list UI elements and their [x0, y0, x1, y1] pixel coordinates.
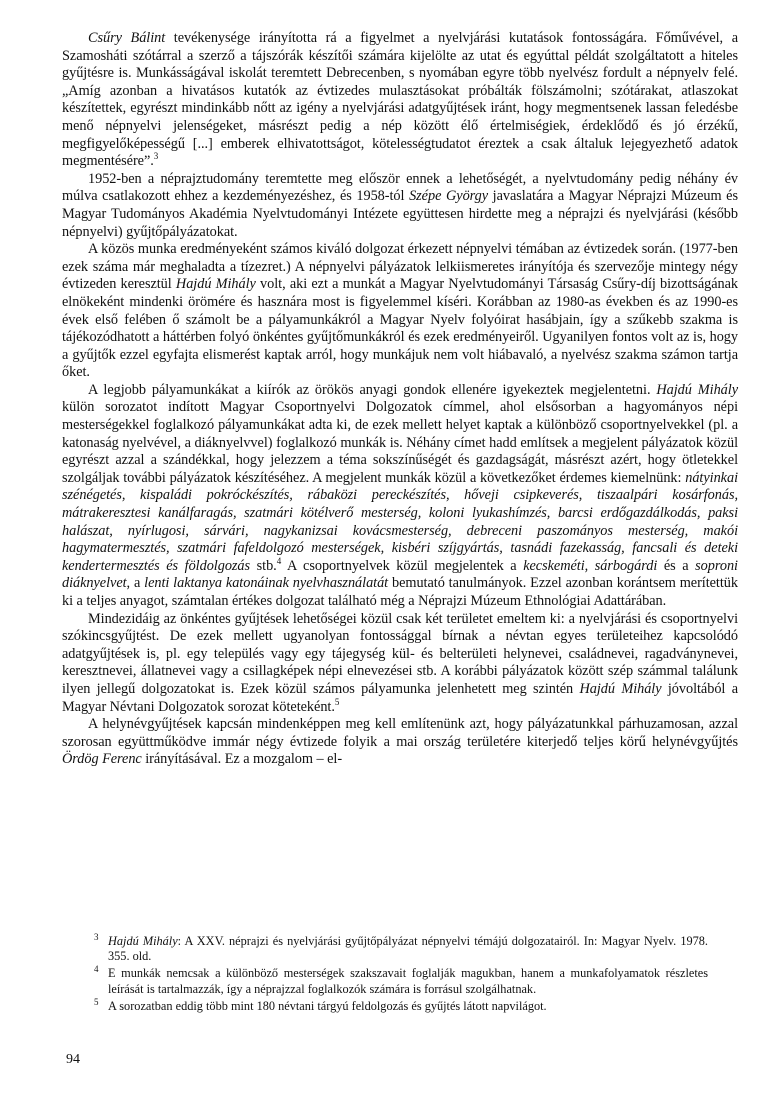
paragraph: [62, 716, 738, 769]
italic-text: Ördög Ferenc: [62, 751, 142, 768]
italic-text: Szépe György: [409, 188, 489, 205]
footnote: 4 E munkák nemcsak a különböző mesterségek szakszavait foglalják magukban, hanem a munkafolyamatok részletes leírását is tartalmazzák, így a néprajzzal foglalkozók számára is forrásul szolgálhatnak.: [94, 964, 708, 996]
footnote-marker: 4: [276, 556, 282, 567]
text-run: 1952-ben a néprajztudomány teremtette meg először ennek a lehetőségét, a nyelvtudomány pedig néhány év múlva csatlakozott ehhez a kezdeményezéshez, és 1958-tól: [62, 170, 738, 205]
italic-text: kecskeméti, sárbogárdi: [523, 557, 658, 574]
text-run: külön sorozatot indított Magyar Csoportnyelvi Dolgozatok címmel, ahol elsősorban a hagyományos népi mesterségekkel foglalkozó pályamunkákat adta ki, de ezek mellett helyet kaptak a különböző csoportnyelvekkel (pl. a katonaság nyelvével, a diáknyelvvel) foglalkozó munkák is. Néhány címet hadd említsek a megjelent pályázatok közül egyrészt azzal a szándékkal, hogy jelezzem a téma sokszínűségét és gazdagságát, másrészt azért, hogy ötletekkel szolgáljak további pályázatok készítéséhez. A megjelent munkák közül a következőket érdemes kiemelnünk:: [62, 399, 738, 486]
italic-text: nátyinkai szénégetés, kispaládi pokróckészítés, rábaközi pereckészítés, hőveji csipkeverés, tiszaalpári kosárfonás, mátrakeresztesi kanálfaragás, szatmári kötélverő mesterség, koloni lyukashímzés, barcsi erdőgazdálkodás, paksi halászat, nyírlugosi, sárvári, nagykanizsai kovácsmesterség, debreceni paszományos mesterség, makói hagymatermesztés, szatmári fafeldolgozó mesterségek, kisbéri szíjgyártás, tasnádi fazekasság, fancsali és deteki kendertermesztés és földolgozás: [62, 469, 738, 574]
paragraph: [62, 30, 738, 171]
text-run: volt, aki ezt a munkát a Magyar Nyelvtudományi Társaság Csűry-díj bizottságának elnökeként mindenki örömére és hasznára most is figyelemmel kíséri. Korábban az 1980-as években és az 1990-es évek első felében ő számolt be a pályamunkákról a Magyar Nyelv folyóirat hasábjain, így a szűkebb szakma is tájékozódhatott a háttérben folyó önkéntes gyűjtőmunkákról és ezek eredményeiről. Ugyanilyen fontos volt az is, hogy a gyűjtők ezzel egyfajta elismerést kaptak arról, hogy munkájuk nem volt hiábavaló, a nyelvész szakma számon tartja őket.: [62, 276, 738, 381]
text-run: , a: [126, 575, 145, 592]
text-run: A helynévgyűjtések kapcsán mindenképpen meg kell említenünk azt, hogy pályázatunkkal párhuzamosan, azzal szorosan együttműködve immár négy évtizede folyik a mai ország területére kiterjedő teljes körű helynévgyűjtés: [62, 716, 738, 750]
text-run: stb.: [250, 557, 277, 574]
italic-text: Csűry Bálint: [88, 30, 166, 46]
footnote: 5 A sorozatban eddig több mint 180 névtani tárgyú feldolgozás és gyűjtés látott napvilágot.: [94, 996, 547, 1013]
italic-text: Hajdú Mihály: [108, 934, 178, 948]
paragraph: [62, 382, 738, 611]
paragraph: [62, 241, 738, 382]
text-run: Mindezidáig az önkéntes gyűjtések lehetőségei közül csak két területet emeltem ki: a nyelvjárási és csoportnyelvi szókincsgyűjtést. De ezek mellett ugyanolyan fontossággal bírnak a névtan egyes területeihez kapcsolódó adatgyűjtések is, pl. egy település vagy egy tájegység kül- és belterületi helynevei, családnevei, ragadványnevei, keresztnevei, állatnevei vagy a csillagképek népi elnevezései stb. A korábbi pályázatok között szép számmal találunk ilyen jellegű dolgozatokat is. Ezek közül számos pályamunka jelenhetett meg szintén: [62, 610, 738, 697]
text-run: E munkák nemcsak a különböző mesterségek szakszavait foglalják magukban, hanem a munkafolyamatok részletes leírását is tartalmazzák, így a néprajzzal foglalkozók számára is forrásul szolgálhatnak.: [108, 966, 708, 996]
text-run: tevékenysége irányította rá a figyelmet a nyelvjárási kutatások fontosságára. Főművével, a Szamosháti szótárral a szerző a tájszórák készítői számára kijelölte az utat és egyúttal példát szolgáltatott a hiteles gyűjtésre is. Munkásságával iskolát teremtett Debrecenben, s nyomában egyre több nyelvész fordult a népnyelv felé. „Amíg azonban a hivatásos kutatók az évtizedes mulasztásokat próbálták fölszámolni; szótárakat, atlaszokat készítettek, egyrészt mindinkább nőtt az igény a nyelvjárási adatgyűjtések iránt, hogy megmentsenek lassan feledésbe menő népnyelvi jelenségeket, másrészt pedig a nép között élő értelmiségiek, érdeklődő és jó érzékű, megfigyelőképességű [...] emberek elhivatottságot, kötelességtudatot éreztek a csak általuk lejegyezhető adatok megmentésére”.: [62, 30, 738, 170]
body-text: [62, 30, 738, 769]
page-number: 94: [66, 1052, 80, 1067]
paragraph: [62, 611, 738, 717]
footnote-marker: 3: [153, 151, 159, 162]
text-run: A csoportnyelvek közül megjelentek a: [281, 557, 524, 574]
text-run: A legjobb pályamunkákat a kiírók az örökös anyagi gondok ellenére igyekeztek megjelentetni.: [88, 381, 657, 398]
italic-text: Hajdú Mihály: [175, 276, 256, 293]
italic-text: Hajdú Mihály: [579, 680, 662, 697]
text-run: jóvoltából a Magyar Névtani Dolgozatok sorozat köteteként.: [62, 680, 738, 715]
text-run: irányításával. Ez a mozgalom – el-: [141, 751, 343, 768]
footnotes: [94, 931, 708, 1016]
paragraph: [62, 171, 738, 241]
italic-text: soproni diáknyelvet: [62, 557, 738, 592]
text-run: javaslatára a Magyar Néprajzi Múzeum és Magyar Tudományos Akadémia Nyelvtudományi Intézete együttesen hirdette meg a néprajzi és nyelvjárási (később népnyelvi) gyűjtőpályázatokat.: [62, 188, 738, 240]
text-run: bemutató tanulmányok. Ezzel azonban korántsem merítettük ki a teljes anyagot, számtalan értékes dolgozat található még a Néprajzi Múzeum Ethnológiai Adattárában.: [62, 575, 738, 609]
text-run: : A XXV. néprajzi és nyelvjárási gyűjtőpályázat népnyelvi témájú dolgozatairól. In: Magyar Nyelv. 1978. 355. old.: [108, 934, 708, 964]
text-run: A sorozatban eddig több mint 180 névtani tárgyú feldolgozás és gyűjtés látott napvilágot.: [108, 998, 547, 1013]
text-run: A közös munka eredményeként számos kiváló dolgozat érkezett népnyelvi témában az évtizedek során. (1977-ben ezek száma már meghaladta a tízezret.) A népnyelvi pályázatok lelkiismeretes irányítója és szervezője mintegy négy évtizeden keresztül: [62, 241, 738, 293]
footnote-marker: 5: [334, 696, 340, 707]
italic-text: Hajdú Mihály: [656, 381, 738, 398]
text-run: és a: [657, 557, 696, 574]
page-body: [62, 30, 738, 769]
footnote: 3 Hajdú Mihály: A XXV. néprajzi és nyelvjárási gyűjtőpályázat népnyelvi témájú dolgozatairól. In: Magyar Nyelv. 1978. 355. old.: [94, 931, 708, 964]
italic-text: lenti laktanya katonáinak nyelvhasználatát: [144, 575, 389, 592]
